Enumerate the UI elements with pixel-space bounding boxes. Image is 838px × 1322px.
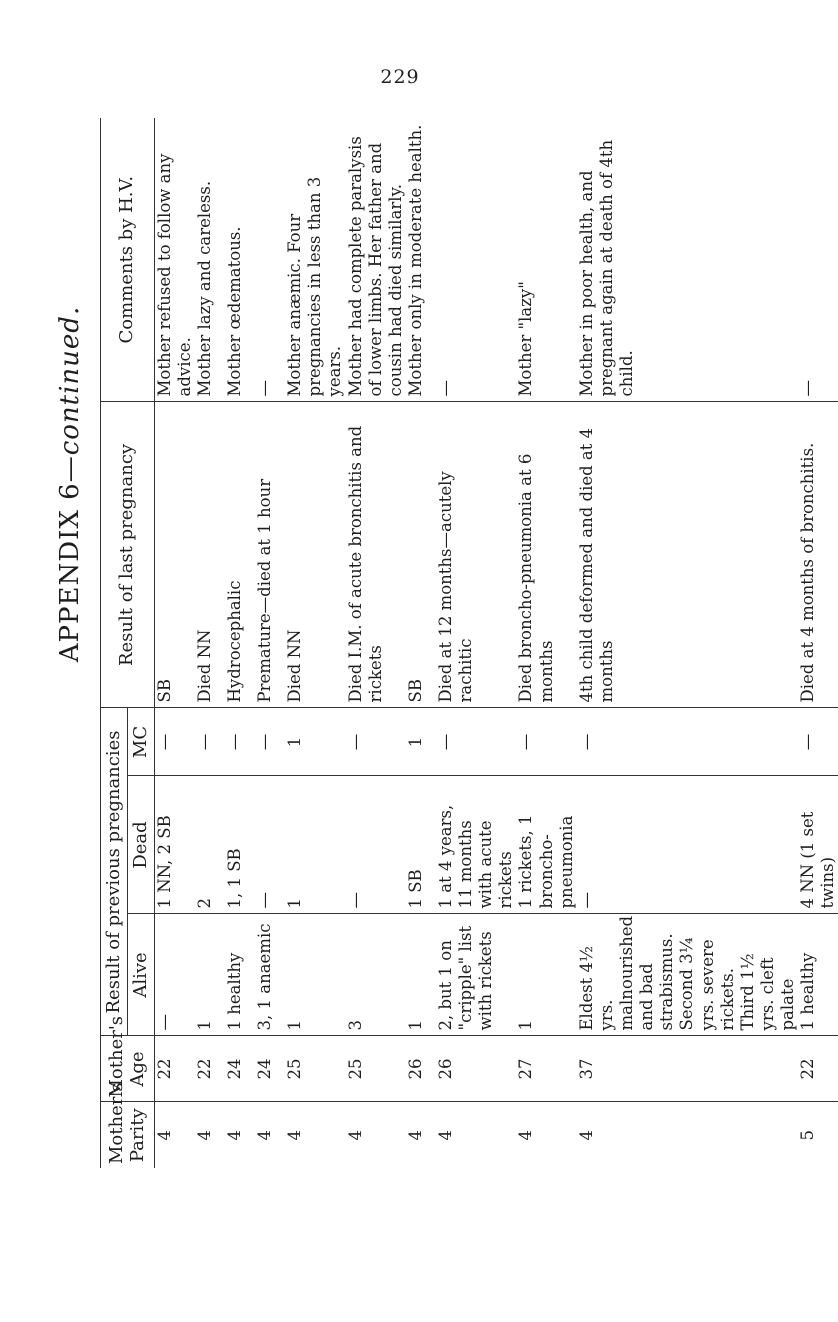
cell-parity: 4 (436, 1102, 517, 1168)
cell-age: 22 (154, 1036, 195, 1102)
cell-parity: 4 (346, 1102, 406, 1168)
cell-alive: 1 healthy (225, 914, 255, 1036)
cell-mc: — (436, 708, 517, 776)
cell-age: 22 (798, 1036, 838, 1102)
cell-alive: 2, but 1 on "cripple" list with rickets (436, 914, 517, 1036)
header-mc: MC (127, 708, 154, 776)
cell-comments: Mother "lazy" (516, 281, 536, 397)
cell-alive: — (154, 914, 195, 1036)
header-age: Mother's Age (101, 1036, 155, 1102)
cell-mc: — (577, 708, 798, 776)
cell-comments: Mother refused to follow any advice. (154, 153, 195, 397)
table-row (285, 118, 345, 1168)
table-row (406, 118, 436, 1168)
appendix-continued-text: —continued. (55, 305, 85, 483)
table-row (516, 118, 576, 1168)
cell-parity: 4 (225, 1102, 255, 1168)
cell-last: Premature—died at 1 hour (255, 402, 285, 708)
cell-age: 24 (255, 1036, 285, 1102)
cell-last: Died broncho-pneumonia at 6 months (516, 402, 576, 708)
cell-mc: — (798, 708, 838, 776)
header-parity: Mother's Parity (101, 1102, 155, 1168)
cell-parity: 4 (406, 1102, 436, 1168)
cell-dead: 1 (285, 776, 345, 914)
cell-mc: 1 (285, 708, 345, 776)
cell-parity: 4 (195, 1102, 225, 1168)
appendix-table (100, 118, 838, 1168)
appendix-title-text: APPENDIX 6 (55, 482, 85, 663)
appendix-title (46, 274, 94, 694)
table-row (577, 118, 798, 1168)
cell-alive: 1 (516, 914, 576, 1036)
table-row (195, 118, 225, 1168)
cell-alive: 1 (285, 914, 345, 1036)
page-number: 229 (380, 66, 420, 88)
cell-mc: — (346, 708, 406, 776)
table-row (154, 118, 195, 1168)
cell-parity: 4 (154, 1102, 195, 1168)
cell-comments: Mother anæmic. Four pregnancies in less than 3 years. (285, 176, 345, 397)
table-row (798, 118, 838, 1168)
cell-comments: Mother lazy and careless. (195, 180, 215, 397)
cell-age: 25 (285, 1036, 345, 1102)
cell-comments: — (798, 379, 818, 397)
cell-dead: 4 NN (1 set twins) (798, 776, 838, 914)
cell-last: Died at 4 months of bronchitis. (798, 402, 838, 708)
cell-comments: — (255, 379, 275, 397)
cell-last: Died NN (195, 402, 225, 708)
cell-last: Died I.M. of acute bronchitis and rickets (346, 402, 406, 708)
cell-age: 25 (346, 1036, 406, 1102)
cell-last: Died NN (285, 402, 345, 708)
cell-mc: — (516, 708, 576, 776)
cell-parity: 4 (285, 1102, 345, 1168)
cell-parity: 5 (798, 1102, 838, 1168)
cell-age: 27 (516, 1036, 576, 1102)
cell-alive: Eldest 4½ yrs. malnourished and bad strabismus. Second 3¼ yrs. severe rickets. Third 1½ yrs. cleft palate (577, 914, 798, 1036)
cell-age: 26 (406, 1036, 436, 1102)
header-dead: Dead (127, 776, 154, 914)
cell-parity: 4 (516, 1102, 576, 1168)
cell-comments: Mother only in moderate health. (405, 124, 425, 397)
header-alive: Alive (127, 914, 154, 1036)
cell-dead: 1 rickets, 1 broncho-pneumonia (516, 776, 576, 914)
cell-alive: 1 (406, 914, 436, 1036)
cell-alive: 1 (195, 914, 225, 1036)
cell-dead: 2 (195, 776, 225, 914)
cell-dead: 1, 1 SB (225, 776, 255, 914)
cell-dead: — (346, 776, 406, 914)
cell-last: SB (154, 402, 195, 708)
table-row (436, 118, 517, 1168)
cell-alive: 3, 1 anaemic (255, 914, 285, 1036)
cell-comments: — (435, 379, 455, 397)
header-last: Result of last pregnancy (101, 402, 155, 708)
cell-comments: Mother in poor health, and pregnant again at death of 4th child. (576, 139, 637, 397)
table-stage (100, 118, 838, 1168)
cell-mc: — (255, 708, 285, 776)
cell-mc: — (195, 708, 225, 776)
cell-dead: 1 at 4 years, 11 months with acute rickets (436, 776, 517, 914)
table-row (225, 118, 255, 1168)
cell-last: Hydrocephalic (225, 402, 255, 708)
cell-age: 22 (195, 1036, 225, 1102)
table-row (346, 118, 406, 1168)
cell-age: 24 (225, 1036, 255, 1102)
cell-comments: Mother had complete paralysis of lower limbs. Her father and cousin had died similarly. (345, 136, 405, 397)
table-row (255, 118, 285, 1168)
cell-mc: — (154, 708, 195, 776)
cell-dead: 1 SB (406, 776, 436, 914)
cell-last: Died at 12 months—acutely rachitic (436, 402, 517, 708)
cell-dead: — (255, 776, 285, 914)
cell-mc: 1 (406, 708, 436, 776)
cell-alive: 1 healthy (798, 914, 838, 1036)
header-comments: Comments by H.V. (101, 118, 155, 402)
cell-parity: 4 (255, 1102, 285, 1168)
header-previous: Result of previous pregnancies (101, 708, 128, 1036)
cell-comments: Mother œdematous. (225, 226, 245, 397)
cell-age: 37 (577, 1036, 798, 1102)
cell-dead: 1 NN, 2 SB (154, 776, 195, 914)
cell-alive: 3 (346, 914, 406, 1036)
cell-last: SB (406, 402, 436, 708)
cell-parity: 4 (577, 1102, 798, 1168)
cell-last: 4th child deformed and died at 4 months (577, 402, 798, 708)
cell-age: 26 (436, 1036, 517, 1102)
header-row (101, 118, 128, 1168)
cell-mc: — (225, 708, 255, 776)
rotated-table-wrapper (100, 118, 838, 1168)
cell-dead: — (577, 776, 798, 914)
